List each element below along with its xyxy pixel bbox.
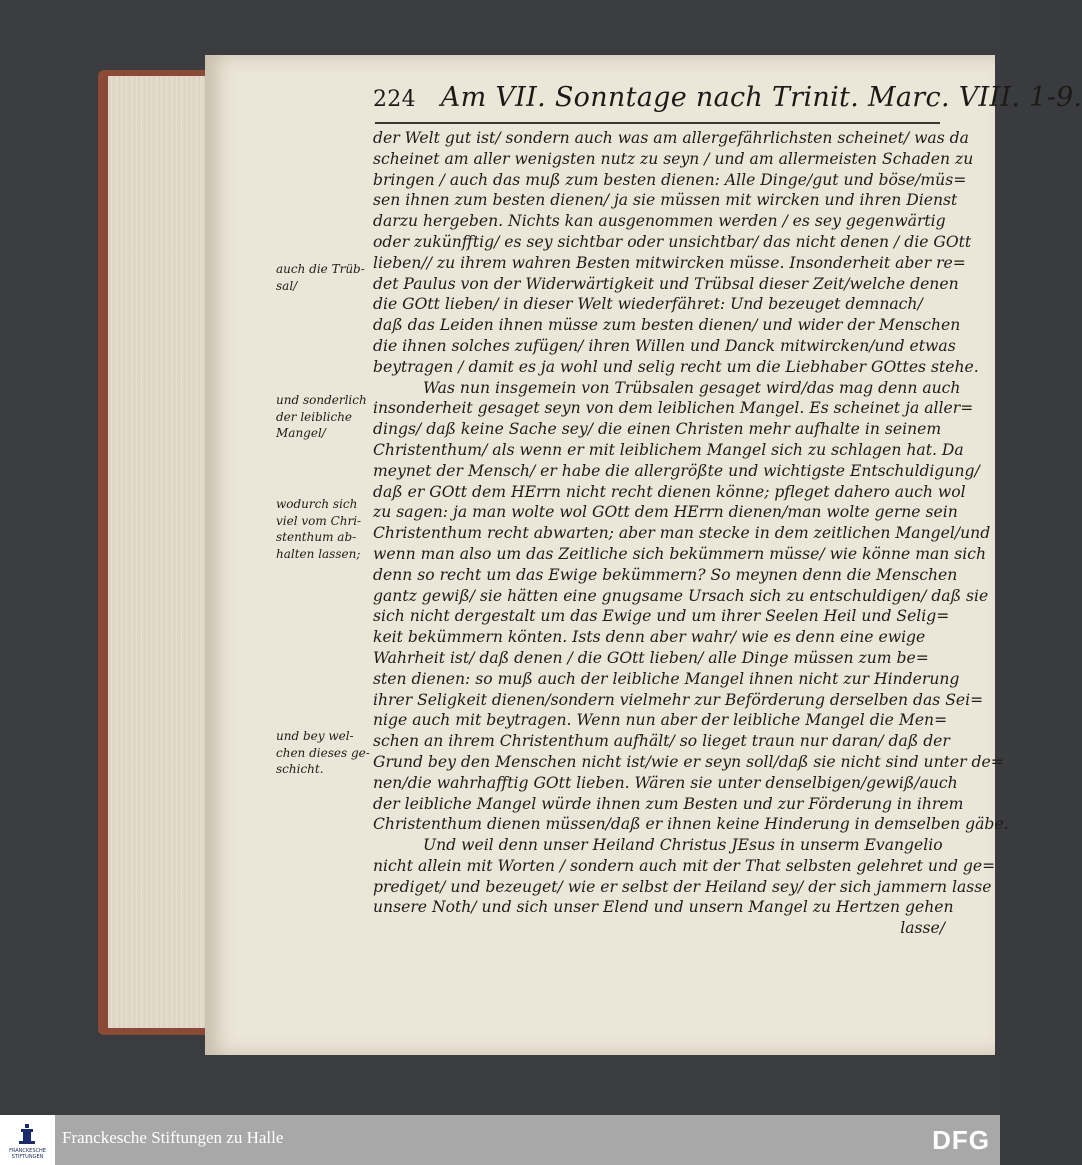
text-line: bringen / auch das muß zum besten dienen: Alle Dinge/gut und böse/müs= [373, 170, 967, 189]
text-line: scheinet am aller wenigsten nutz zu seyn / und am allermeisten Schaden zu [373, 149, 974, 168]
text-line: darzu hergeben. Nichts kan ausgenommen werden / es sey gegenwärtig [373, 212, 946, 231]
text-line: zu sagen: ja man wolte wol GOtt dem HErrn dienen/man wolte gerne sein [373, 503, 958, 522]
text-line: beytragen / damit es ja wohl und selig recht um die Liebhaber GOttes stehe. [373, 357, 979, 376]
text-line: dings/ daß keine Sache sey/ die einen Christen mehr aufhalte in seinem [373, 420, 942, 439]
running-head-title: Am VII. Sonntage nach Trinit. Marc. VIII. 1-9. [440, 82, 1082, 113]
margin-note-line: sal/ [276, 278, 298, 293]
text-line: lasse/ [900, 919, 945, 938]
text-line: sten dienen: so muß auch der leibliche Mangel ihnen nicht zur Hinderung [373, 669, 960, 688]
header-rule [375, 122, 940, 124]
margin-note-line: und bey wel- [276, 729, 354, 743]
text-line: Christenthum recht abwarten; aber man stecke in dem zeitlichen Mangel/und [373, 524, 991, 543]
text-line: Und weil denn unser Heiland Christus JEsus in unserm Evangelio [423, 836, 943, 855]
text-line: wenn man also um das Zeitliche sich bekümmern müsse/ wie könne man sich [373, 544, 987, 563]
text-line: daß er GOtt dem HErrn nicht recht dienen könne; pfleget dahero auch wol [373, 482, 966, 501]
text-line: oder zukünfftig/ es sey sichtbar oder unsichtbar/ das nicht denen / die GOtt [373, 232, 972, 251]
margin-note-line: chen dieses ge- [276, 745, 370, 760]
text-line: keit bekümmern könten. Ists denn aber wahr/ wie es denn eine ewige [373, 628, 926, 647]
text-line: meynet der Mensch/ er habe die allergrößte und wichtigste Entschuldigung/ [373, 461, 980, 480]
text-line: nen/die wahrhafftig GOtt lieben. Wären sie unter denselbigen/gewiß/auch [373, 773, 958, 792]
logo-text-line2: STIFTUNGEN [11, 1154, 44, 1160]
margin-note-line: viel vom Chri- [276, 513, 362, 528]
text-line: prediget/ und bezeuget/ wie er selbst der Heiland sey/ der sich jammern lasse [373, 877, 992, 896]
text-line: Was nun insgemein von Trübsalen gesaget wird/das mag denn auch [423, 378, 961, 397]
running-head [373, 82, 1082, 122]
margin-note-line: stenthum ab- [276, 530, 357, 544]
text-line: denn so recht um das Ewige bekümmern? So meynen denn die Menschen [373, 565, 958, 584]
text-line: unsere Noth/ und sich unser Elend und unsern Mangel zu Hertzen gehen [373, 898, 954, 917]
text-line: der Welt gut ist/ sondern auch was am allergefährlichsten scheinet/ was da [373, 129, 969, 147]
page-number: 224 [373, 87, 416, 112]
text-line: ihrer Seligkeit dienen/sondern vielmehr zur Beförderung derselben das Sei= [373, 690, 984, 709]
text-line: schen an ihrem Christenthum aufhält/ so lieget traun nur daran/ daß der [373, 732, 950, 751]
margin-note-line: der leibliche [276, 409, 353, 424]
text-line: insonderheit gesaget seyn von dem leiblichen Mangel. Es scheinet ja aller= [373, 399, 974, 418]
text-line: nicht allein mit Worten / sondern auch mit der That selbsten gelehret und ge= [373, 856, 996, 875]
text-line: gantz gewiß/ sie hätten eine gnugsame Ursach sich zu entschuldigen/ daß sie [373, 586, 989, 605]
text-line: Grund bey den Menschen nicht ist/wie er seyn soll/daß sie nicht sind unter de= [373, 752, 1004, 771]
margin-note-line: Mangel/ [276, 426, 326, 440]
margin-note-line: auch die Trüb- [276, 262, 365, 276]
text-line: Christenthum dienen müssen/daß er ihnen keine Hinderung in demselben gäbe. [373, 815, 1009, 834]
text-line: der leibliche Mangel würde ihnen zum Besten und zur Förderung in ihrem [373, 794, 964, 813]
margin-note [276, 728, 374, 778]
text-line: Christenthum/ als wenn er mit leiblichem Mangel sich zu schlagen hat. Da [373, 440, 964, 459]
text-line: die GOtt lieben/ in dieser Welt wiederfähret: Und bezeuget demnach/ [373, 295, 923, 314]
text-line: lieben// zu ihrem wahren Besten mitwircken müsse. Insonderheit aber re= [373, 253, 966, 272]
text-line: det Paulus von der Widerwärtigkeit und Trübsal dieser Zeit/welche denen [373, 274, 959, 293]
margin-note-line: schicht. [276, 762, 324, 776]
margin-note-line: und sonderlich [276, 393, 367, 407]
text-line: nige auch mit beytragen. Wenn nun aber der leibliche Mangel die Men= [373, 711, 948, 730]
logo-text-line1: FRANCKESCHE [9, 1148, 46, 1154]
margin-note-line: wodurch sich [276, 497, 358, 511]
margin-note [276, 261, 374, 294]
text-line: die ihnen solches zufügen/ ihren Willen und Danck mitwircken/und etwas [373, 336, 956, 355]
margin-note [276, 392, 374, 442]
text-line: sich nicht dergestalt um das Ewige und um ihrer Seelen Heil und Selig= [373, 607, 950, 626]
foundation-emblem-icon [17, 1123, 37, 1145]
text-line: daß das Leiden ihnen müsse zum besten dienen/ und wider der Menschen [373, 316, 961, 335]
body-text [373, 128, 1009, 939]
margin-note-line: halten lassen; [276, 546, 361, 561]
margin-note [276, 496, 374, 562]
dfg-logo[interactable]: DFG [932, 1125, 990, 1155]
franckesche-logo[interactable] [0, 1115, 55, 1165]
footer-title: Franckesche Stiftungen zu Halle [62, 1128, 284, 1147]
text-line: sen ihnen zum besten dienen/ ja sie müssen mit wircken und ihren Dienst [373, 191, 958, 210]
footer-bar [0, 1115, 1000, 1165]
text-line: Wahrheit ist/ daß denen / die GOtt lieben/ alle Dinge müssen zum be= [373, 648, 929, 667]
